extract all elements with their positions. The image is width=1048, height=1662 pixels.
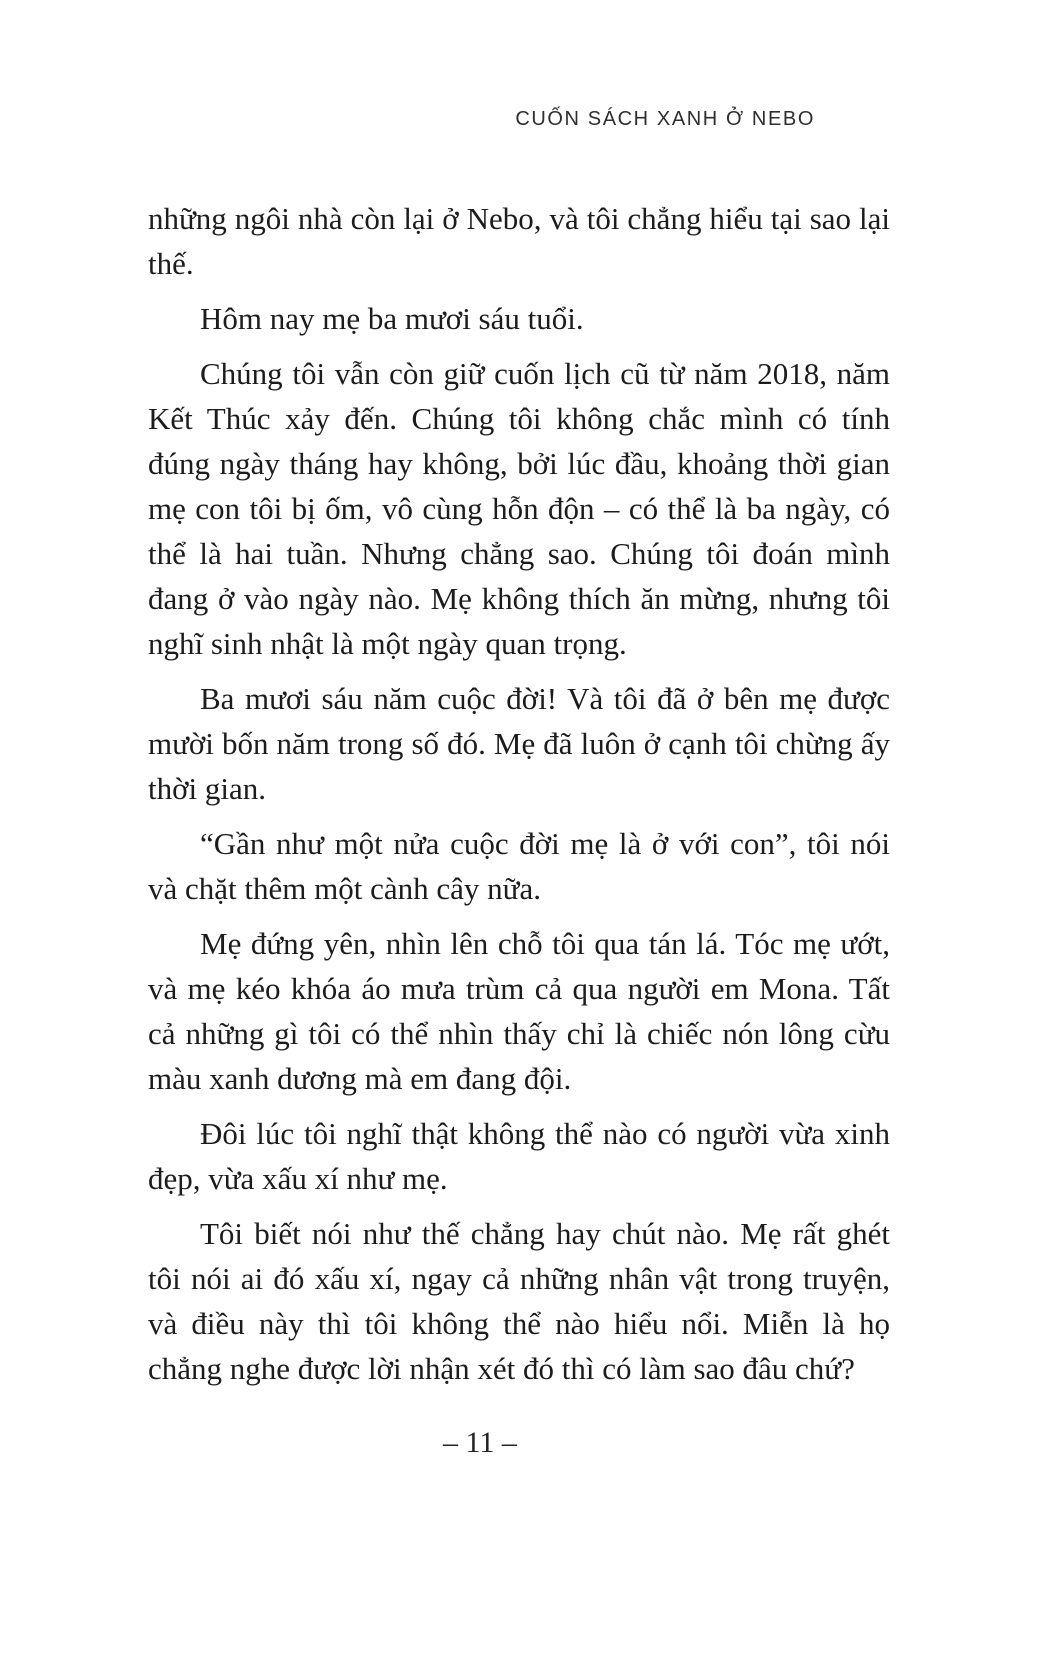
page-body xyxy=(148,196,890,1401)
body-paragraph: Hôm nay mẹ ba mươi sáu tuổi. xyxy=(200,301,584,336)
body-paragraph: Chúng tôi vẫn còn giữ cuốn lịch cũ từ năm 2018, năm Kết Thúc xảy đến. Chúng tôi không chắc mình có tính đúng ngày tháng hay không, bởi lúc đầu, khoảng thời gian mẹ con tôi bị ốm, vô cùng hỗn độn – có thể là ba ngày, có thể là hai tuần. Nhưng chẳng sao. Chúng tôi đoán mình đang ở vào ngày nào. Mẹ không thích ăn mừng, nhưng tôi nghĩ sinh nhật là một ngày quan trọng. xyxy=(148,356,890,661)
running-header: CUỐN SÁCH XANH Ở NEBO xyxy=(515,108,815,130)
body-paragraph: Đôi lúc tôi nghĩ thật không thể nào có người vừa xinh đẹp, vừa xấu xí như mẹ. xyxy=(148,1116,890,1196)
page-number: – 11 – xyxy=(443,1426,517,1459)
body-paragraph: “Gần như một nửa cuộc đời mẹ là ở với con”, tôi nói và chặt thêm một cành cây nữa. xyxy=(148,826,890,906)
body-paragraph: những ngôi nhà còn lại ở Nebo, và tôi chẳng hiểu tại sao lại thế. xyxy=(148,201,890,281)
body-paragraph: Tôi biết nói như thế chẳng hay chút nào. Mẹ rất ghét tôi nói ai đó xấu xí, ngay cả những nhân vật trong truyện, và điều này thì tôi không thể nào hiểu nổi. Miễn là họ chẳng nghe được lời nhận xét đó thì có làm sao đâu chứ? xyxy=(148,1216,890,1386)
body-paragraph: Ba mươi sáu năm cuộc đời! Và tôi đã ở bên mẹ được mười bốn năm trong số đó. Mẹ đã luôn ở cạnh tôi chừng ấy thời gian. xyxy=(148,681,890,806)
body-paragraph: Mẹ đứng yên, nhìn lên chỗ tôi qua tán lá. Tóc mẹ ướt, và mẹ kéo khóa áo mưa trùm cả qua người em Mona. Tất cả những gì tôi có thể nhìn thấy chỉ là chiếc nón lông cừu màu xanh dương mà em đang đội. xyxy=(148,926,890,1096)
